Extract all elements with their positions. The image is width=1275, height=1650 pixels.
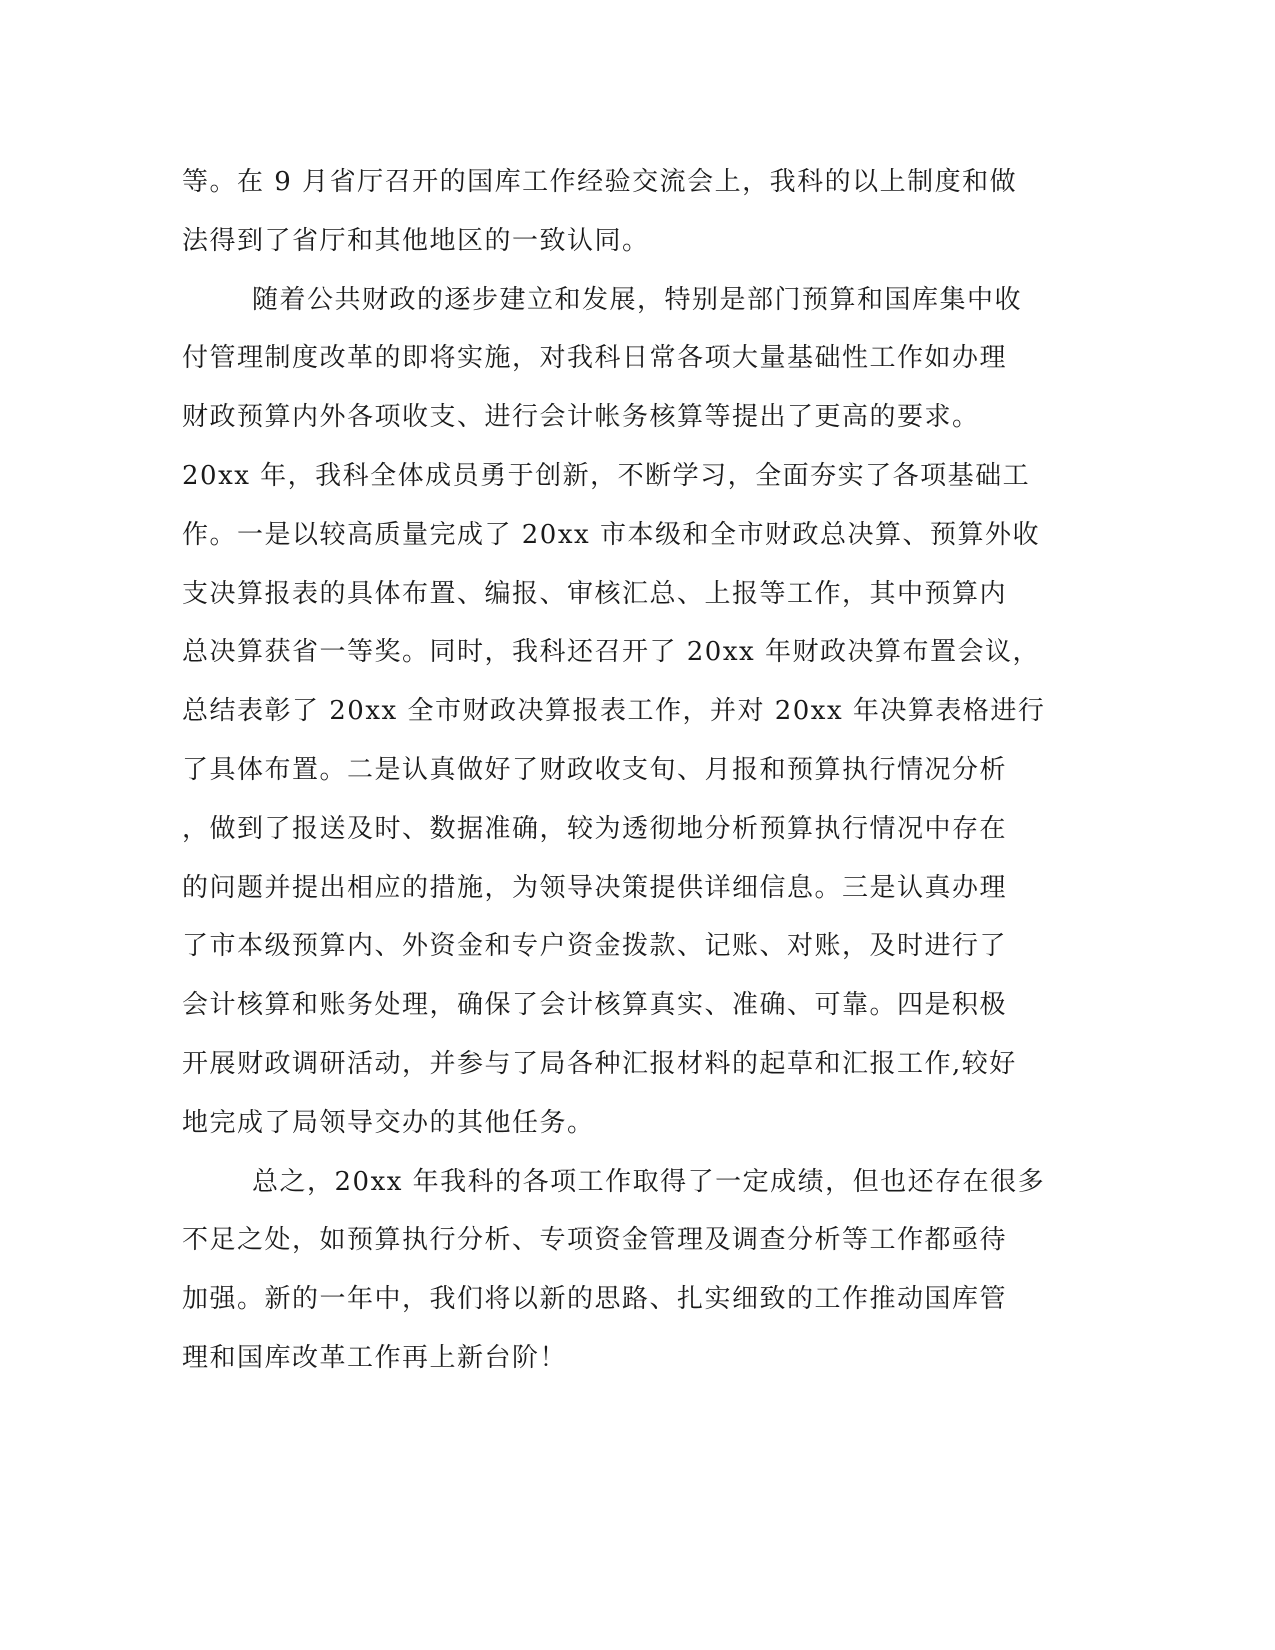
text-line: 不足之处，如预算执行分析、专项资金管理及调查分析等工作都亟待	[182, 1225, 1008, 1256]
document-body	[182, 158, 1062, 1393]
text-line: 理和国库改革工作再上新台阶！	[182, 1342, 568, 1373]
text-line: 法得到了省厅和其他地区的一致认同。	[182, 225, 650, 256]
text-line: 会计核算和账务处理，确保了会计核算真实、准确、可靠。四是积极	[182, 990, 1008, 1021]
text-line: 地完成了局领导交办的其他任务。	[182, 1107, 595, 1138]
text-line: ，做到了报送及时、数据准确，较为透彻地分析预算执行情况中存在	[182, 813, 1008, 844]
text-line: 财政预算内外各项收支、进行会计帐务核算等提出了更高的要求。	[182, 402, 980, 433]
text-line: 加强。新的一年中，我们将以新的思路、扎实细致的工作推动国库管	[182, 1284, 1008, 1315]
text-line: 了具体布置。二是认真做好了财政收支旬、月报和预算执行情况分析	[182, 754, 1008, 785]
text-line: 总结表彰了 20xx 全市财政决算报表工作，并对 20xx 年决算表格进行	[182, 696, 1046, 727]
text-line: 总决算获省一等奖。同时，我科还召开了 20xx 年财政决算布置会议，	[182, 637, 1040, 668]
text-line: 支决算报表的具体布置、编报、审核汇总、上报等工作，其中预算内	[182, 578, 1008, 609]
paragraph-start-line: 随着公共财政的逐步建立和发展，特别是部门预算和国库集中收	[252, 284, 1023, 315]
text-line: 等。在 9 月省厅召开的国库工作经验交流会上，我科的以上制度和做	[182, 167, 1018, 197]
text-line: 了市本级预算内、外资金和专户资金拨款、记账、对账，及时进行了	[182, 931, 1008, 962]
text-line: 付管理制度改革的即将实施，对我科日常各项大量基础性工作如办理	[182, 343, 1008, 374]
paragraph-start-line: 总之，20xx 年我科的各项工作取得了一定成绩，但也还存在很多	[252, 1166, 1046, 1197]
text-line: 开展财政调研活动，并参与了局各种汇报材料的起草和汇报工作,较好	[182, 1048, 1017, 1079]
text-line: 作。一是以较高质量完成了 20xx 市本级和全市财政总决算、预算外收	[182, 519, 1040, 550]
text-line: 20xx 年，我科全体成员勇于创新，不断学习，全面夯实了各项基础工	[182, 460, 1031, 491]
text-line: 的问题并提出相应的措施，为领导决策提供详细信息。三是认真办理	[182, 872, 1008, 903]
